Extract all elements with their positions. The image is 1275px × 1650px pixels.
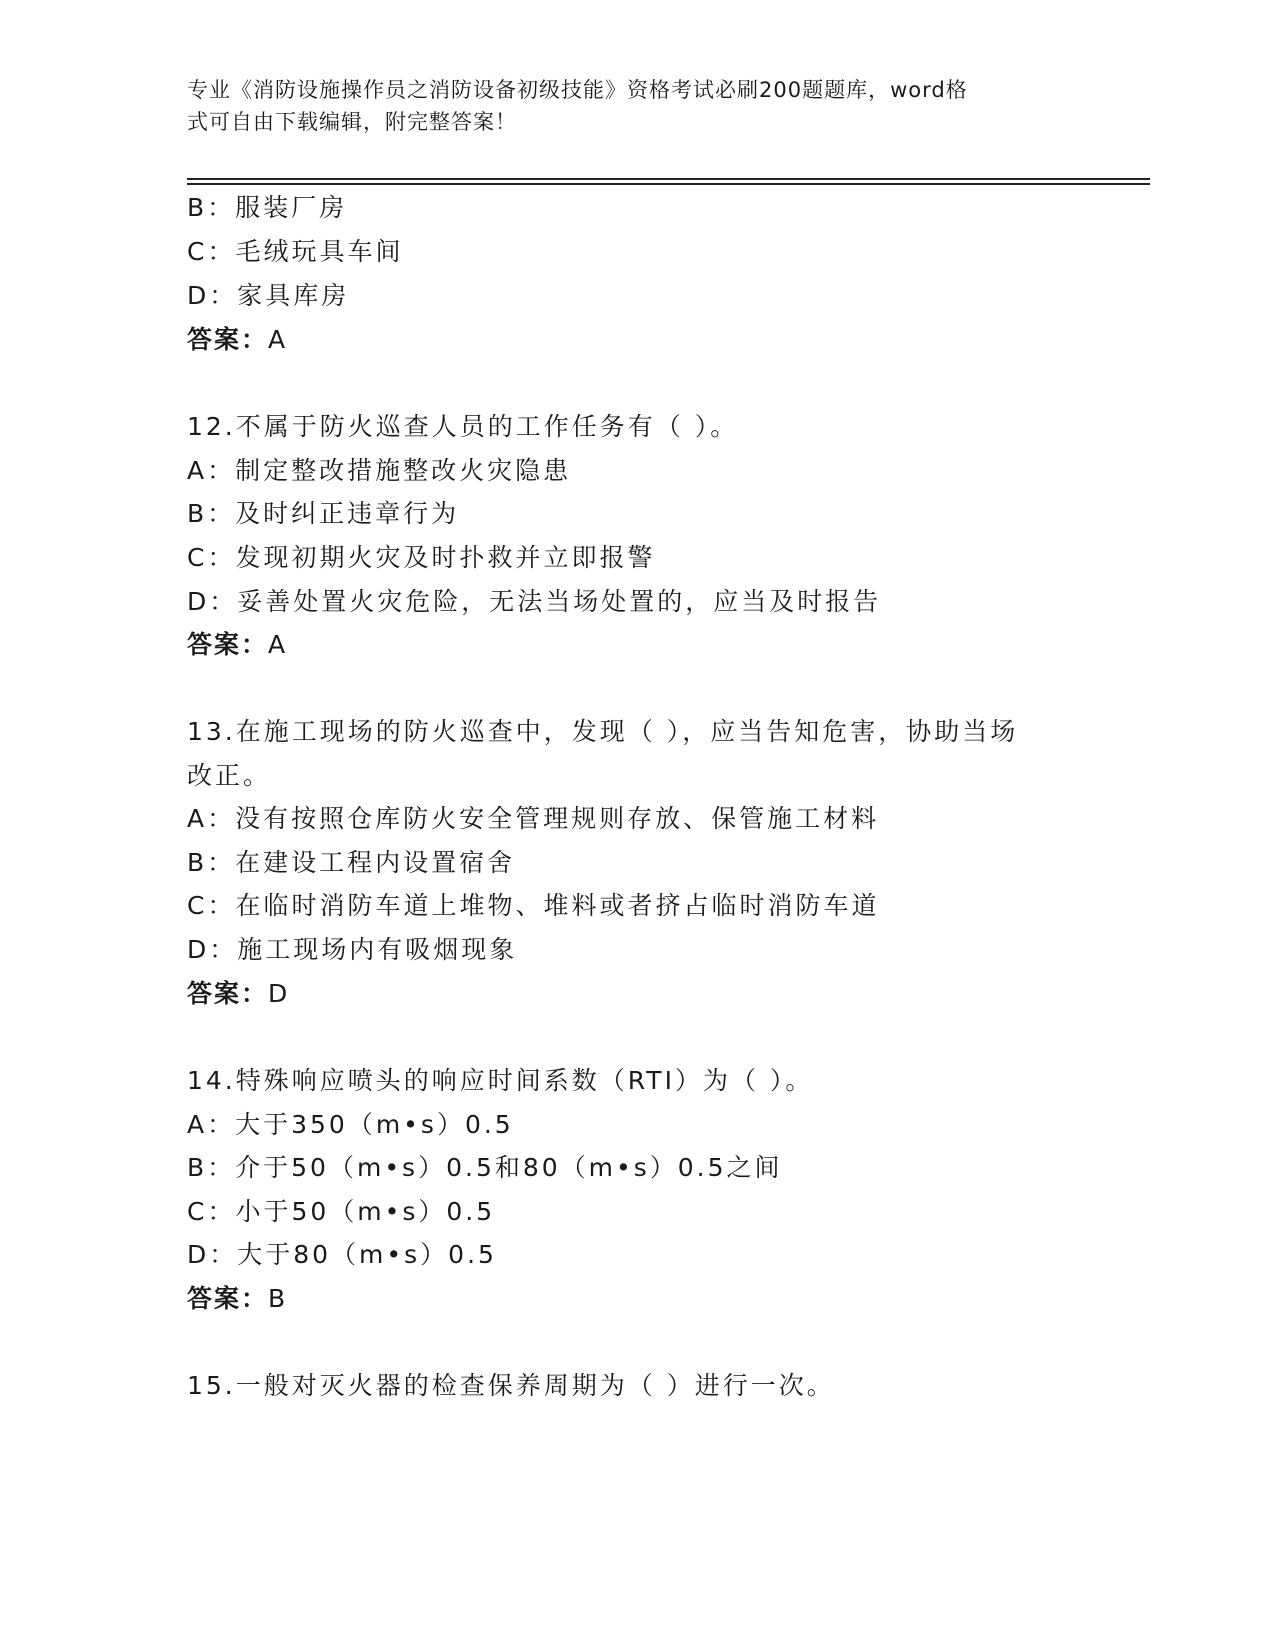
- q12-option-c: C：发现初期火灾及时扑救并立即报警: [187, 543, 656, 572]
- q15-stem: 15.一般对灭火器的检查保养周期为（ ）进行一次。: [187, 1371, 835, 1400]
- q11-answer: [187, 324, 287, 356]
- q13-answer: [187, 978, 289, 1010]
- q11-option-d: D：家具库房: [187, 281, 350, 310]
- q14-answer-label: 答案：: [187, 1284, 269, 1313]
- document-header: [187, 74, 1067, 138]
- q13-option-d: D：施工现场内有吸烟现象: [187, 935, 518, 964]
- q14-option-a: A：大于350（m•s）0.5: [187, 1110, 514, 1139]
- header-title-line-1: 专业《消防设施操作员之消防设备初级技能》资格考试必刷200题题库，word格: [187, 78, 968, 102]
- q11-answer-label: 答案：: [187, 325, 269, 354]
- header-divider-top: [187, 178, 1150, 180]
- q14-option-b: B：介于50（m•s）0.5和80（m•s）0.5之间: [187, 1153, 783, 1182]
- q12-answer: [187, 629, 287, 661]
- q13-stem-line-1: 13.在施工现场的防火巡查中，发现（ ），应当告知危害，协助当场: [187, 717, 1019, 746]
- q14-answer-value: B: [268, 1284, 288, 1313]
- q13-answer-value: D: [268, 979, 290, 1008]
- q13-option-c: C：在临时消防车道上堆物、堆料或者挤占临时消防车道: [187, 891, 880, 920]
- q13-answer-label: 答案：: [187, 979, 269, 1008]
- q14-answer: [187, 1283, 287, 1315]
- q11-answer-value: A: [268, 325, 288, 354]
- header-title-line-2: 式可自由下载编辑，附完整答案！: [187, 110, 517, 134]
- q12-answer-label: 答案：: [187, 630, 269, 659]
- q14-option-d: D：大于80（m•s）0.5: [187, 1240, 497, 1269]
- q11-option-b: B：服装厂房: [187, 193, 348, 222]
- q12-option-d: D：妥善处置火灾危险，无法当场处置的，应当及时报告: [187, 587, 882, 616]
- q14-stem: 14.特殊响应喷头的响应时间系数（RTI）为（ ）。: [187, 1066, 814, 1095]
- q13-option-b: B：在建设工程内设置宿舍: [187, 848, 516, 877]
- q11-option-c: C：毛绒玩具车间: [187, 237, 404, 266]
- q13-stem-line-2: 改正。: [187, 761, 272, 790]
- q13-option-a: A：没有按照仓库防火安全管理规则存放、保管施工材料: [187, 804, 880, 833]
- q12-answer-value: A: [268, 630, 288, 659]
- header-divider-bottom: [187, 183, 1150, 185]
- q12-option-a: A：制定整改措施整改火灾隐患: [187, 456, 572, 485]
- q12-stem: 12.不属于防火巡查人员的工作任务有（ ）。: [187, 412, 739, 441]
- q12-option-b: B：及时纠正违章行为: [187, 499, 460, 528]
- q14-option-c: C：小于50（m•s）0.5: [187, 1197, 496, 1226]
